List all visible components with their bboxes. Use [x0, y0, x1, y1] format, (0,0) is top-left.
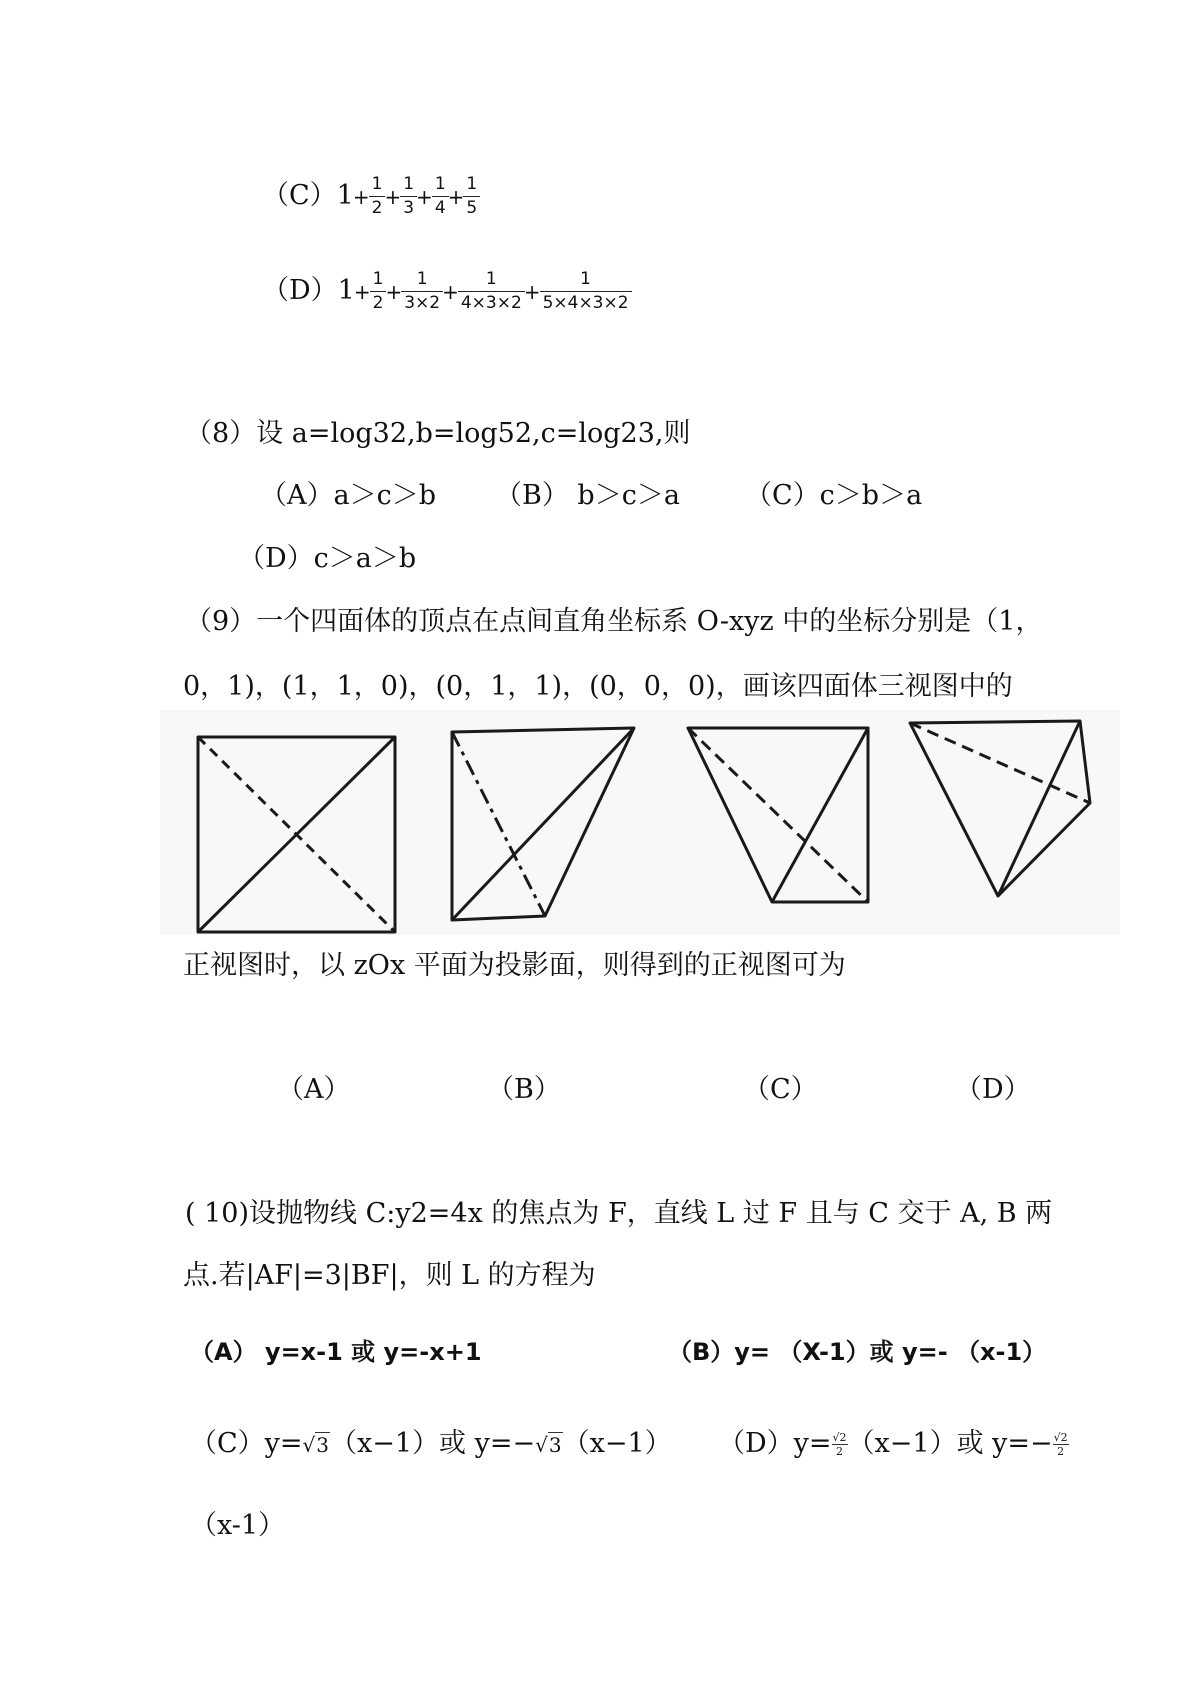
sqrt-3: √3 — [302, 1433, 330, 1457]
q8-option-d: （D）c＞a＞b — [238, 543, 417, 574]
q7d-frac-2: $\frac{1}{3\times 2}$ — [401, 271, 443, 312]
q7-option-d-lead: 1 — [337, 275, 355, 306]
q7c-frac-3: $\frac{1}{4}$ — [432, 176, 449, 217]
q7c-frac-2: $\frac{1}{3}$ — [400, 176, 417, 217]
q10-line-1: ( 10)设抛物线 C:y2=4x 的焦点为 F，直线 L 过 F 且与 C 交于 A, B 两 — [185, 1198, 1053, 1229]
q7c-frac-1: $\frac{1}{2}$ — [369, 176, 386, 217]
q9-line-2: 0，1)，(1，1，0)，(0，1，1)，(0，0，0)，画该四面体三视图中的 — [183, 671, 1013, 702]
q8-option-a: （A）a＞c＞b — [260, 480, 437, 511]
q7d-frac-1: $\frac{1}{2}$ — [370, 271, 387, 312]
q7-option-d: （D）1+ $\frac{1}{2}$ + $\frac{1}{3\times 2}$ + $\frac{1}{4\times 3\times 2}$ + $\frac{1}{5\times 4\times 3\times 2}$ — [262, 271, 632, 312]
q9-line-3: 正视图时，以 zOx 平面为投影面，则得到的正视图可为 — [183, 950, 846, 981]
q7-option-c-lead: 1 — [336, 180, 354, 211]
q8-option-b: （B） b＞c＞a — [495, 480, 680, 511]
q9-label-c: （C） — [743, 1074, 818, 1105]
figure-scan-background — [160, 710, 1120, 935]
q8-option-c: （C）c＞b＞a — [745, 480, 923, 511]
q10-option-d-tail: （x-1） — [190, 1510, 286, 1541]
q10-option-d: （D）y= $\frac{√2}{2}$ （x−1）或 y=− $\frac{√2}{2}$ — [718, 1428, 1068, 1459]
q7-option-d-label: （D） — [262, 275, 338, 306]
q7d-frac-3: $\frac{1}{4\times 3\times 2}$ — [458, 271, 525, 312]
q8-stem: （8）设 a=log32,b=log52,c=log23,则 — [185, 418, 691, 449]
sqrt-3: √3 — [535, 1433, 562, 1457]
frac-sqrt2-over-2: $\frac{√2}{2}$ — [1053, 1431, 1068, 1458]
q10-option-c: （C）y=√3（x−1）或 y=−√3（x−1） — [190, 1428, 672, 1459]
q9-label-a: （A） — [277, 1074, 351, 1105]
q9-label-d: （D） — [955, 1074, 1031, 1105]
q10-line-2: 点.若|AF|=3|BF|，则 L 的方程为 — [183, 1260, 596, 1291]
q7-option-c-label: （C） — [262, 180, 337, 211]
q9-figures — [160, 710, 1120, 935]
q9-line-1: （9）一个四面体的顶点在点间直角坐标系 O-xyz 中的坐标分别是（1， — [185, 606, 1043, 637]
q7-option-c: （C）1+ $\frac{1}{2}$ + $\frac{1}{3}$ + $\frac{1}{4}$ + $\frac{1}{5}$ — [262, 176, 480, 217]
q7c-frac-4: $\frac{1}{5}$ — [463, 176, 480, 217]
q7d-frac-4: $\frac{1}{5\times 4\times 3\times 2}$ — [540, 271, 632, 312]
frac-sqrt2-over-2: $\frac{√2}{2}$ — [832, 1431, 847, 1458]
q9-label-b: （B） — [487, 1074, 561, 1105]
q10-option-a: （A） y=x-1 或 y=-x+1 — [190, 1338, 482, 1366]
q10-option-b: （B）y= （X-1）或 y=- （x-1） — [668, 1338, 1047, 1366]
